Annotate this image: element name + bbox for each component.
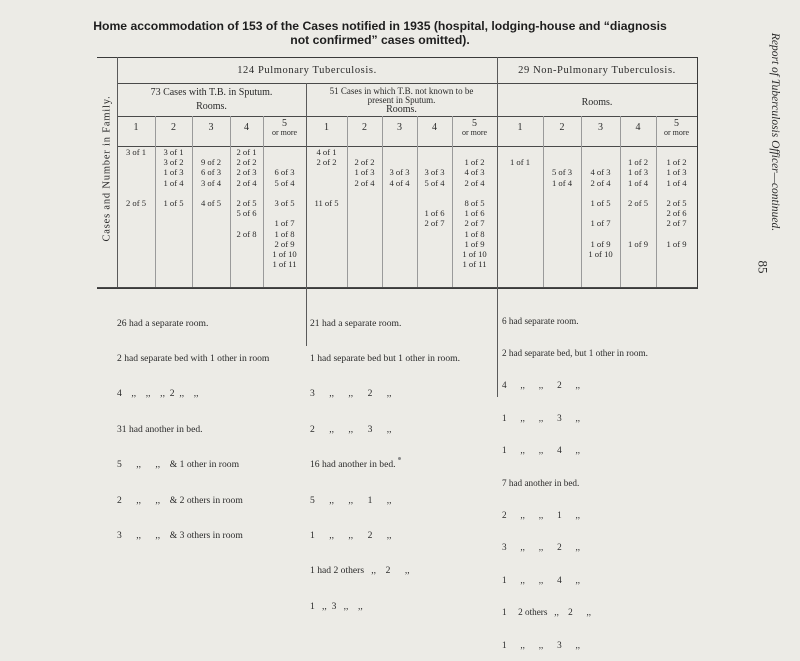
table-cell: 1 of 4 xyxy=(163,177,184,188)
table-cell xyxy=(497,188,543,198)
positive-col-5 xyxy=(263,147,306,269)
table-cell xyxy=(117,218,155,228)
table-cell xyxy=(192,249,230,259)
ink-speck xyxy=(398,457,401,460)
table-cell: 5 of 4 xyxy=(424,177,445,188)
col-header-5-more: or more xyxy=(271,128,298,137)
table-cell: 1 of 3 xyxy=(354,167,375,178)
table-cell xyxy=(543,188,581,198)
table-cell xyxy=(230,249,263,259)
positive-sputum-header xyxy=(117,88,306,112)
table-cell xyxy=(656,229,697,239)
table-cell: 1 of 10 xyxy=(272,249,297,260)
table-cell xyxy=(306,178,347,188)
table-cell xyxy=(117,239,155,249)
table-cell: 1 of 1 xyxy=(509,157,531,168)
table-cell xyxy=(417,229,452,239)
table-cell xyxy=(382,218,417,228)
table-cell xyxy=(620,208,656,218)
non-pulmonary-col-1 xyxy=(497,147,543,269)
table-cell xyxy=(230,259,263,269)
table-cell xyxy=(497,239,543,249)
positive-col-4 xyxy=(230,147,263,269)
table-cell xyxy=(117,188,155,198)
table-cell xyxy=(306,259,347,269)
table-cell xyxy=(347,218,382,228)
note-line: 1 ,, ,, 3 ,, xyxy=(502,639,581,650)
title-line-2: not confirmed” cases omitted). xyxy=(290,33,470,47)
table-cell xyxy=(382,249,417,259)
table-cell xyxy=(155,239,192,249)
table-cell xyxy=(347,208,382,218)
unknown-col-4 xyxy=(417,147,452,269)
table-cell: 2 of 4 xyxy=(590,177,611,188)
table-cell: 2 of 4 xyxy=(354,177,375,188)
table-cell: 6 of 3 xyxy=(200,167,222,178)
positive-sputum-line2: Rooms. xyxy=(196,101,227,112)
table-cell: 1 of 4 xyxy=(627,177,649,188)
col-header-1: 1 xyxy=(133,122,139,133)
note-line: 6 had separate room. xyxy=(502,315,579,326)
table-cell: 1 of 7 xyxy=(274,218,295,229)
table-cell: 4 of 1 xyxy=(316,147,337,157)
table-cell: 2 of 5 xyxy=(125,198,147,209)
unknown-col-3 xyxy=(382,147,417,269)
table-cell xyxy=(382,239,417,249)
col-header-5-number: 5 xyxy=(282,118,287,129)
table-cell xyxy=(452,147,497,157)
table-cell xyxy=(306,188,347,198)
table-cell: 2 of 4 xyxy=(464,177,485,188)
note-line: 1 2 others ,, 2 ,, xyxy=(502,607,592,618)
note-line: 3 ,, ,, & 3 others in room xyxy=(117,529,243,541)
table-cell xyxy=(306,229,347,239)
table-cell xyxy=(543,147,581,157)
table-cell xyxy=(117,208,155,218)
table-cell: 1 of 9 xyxy=(666,238,687,249)
table-cell xyxy=(230,239,263,249)
table-cell: 1 of 3 xyxy=(163,167,184,178)
table-cell xyxy=(306,208,347,218)
positive-col-2 xyxy=(155,147,192,269)
table-cell: 1 of 6 xyxy=(424,208,445,219)
col-header-5-more: or more xyxy=(461,128,488,137)
table-cell xyxy=(497,218,543,228)
table-cell xyxy=(497,208,543,218)
positive-col-3 xyxy=(192,147,230,269)
table-cell: 2 of 7 xyxy=(464,218,485,229)
table-cell xyxy=(497,167,543,177)
unknown-col-1 xyxy=(306,147,347,269)
page-number-text: 85 xyxy=(755,260,771,274)
table-cell xyxy=(192,188,230,198)
table-cell xyxy=(263,157,306,167)
col-header-2: 2 xyxy=(362,122,367,133)
table-cell xyxy=(117,167,155,177)
table-cell xyxy=(656,147,697,157)
note-line: 5 ,, ,, 1 ,, xyxy=(310,494,392,506)
table-cell xyxy=(497,198,543,208)
table-cell xyxy=(382,188,417,198)
table-cell xyxy=(543,249,581,259)
table-cell xyxy=(417,157,452,167)
note-line: 31 had another in bed. xyxy=(117,423,203,435)
table-cell: 2 of 5 xyxy=(236,198,257,209)
table-cell xyxy=(417,188,452,198)
table-cell xyxy=(192,218,230,228)
table-cell: 1 of 8 xyxy=(464,228,485,239)
col-header-1: 1 xyxy=(324,122,329,133)
table-cell: 1 of 9 xyxy=(590,238,611,249)
table-cell: 2 of 2 xyxy=(316,157,337,168)
table-cell xyxy=(497,178,543,188)
table-cell xyxy=(382,259,417,269)
non-pulmonary-col-2 xyxy=(543,147,581,269)
table-cell xyxy=(382,198,417,208)
note-line: 26 had a separate room. xyxy=(117,317,209,329)
table-cell: 2 of 2 xyxy=(354,157,375,168)
table-cell: 1 of 10 xyxy=(462,249,487,260)
table-cell xyxy=(452,188,497,198)
running-header-text: Report of Tuberculosis Officer—continued. xyxy=(769,32,781,232)
running-header xyxy=(760,8,786,268)
col-header-2: 2 xyxy=(171,122,176,133)
table-cell xyxy=(263,188,306,198)
unknown-sputum-line2: present in Sputum. xyxy=(367,95,436,105)
unknown-notes xyxy=(310,294,496,624)
table-cell xyxy=(155,249,192,259)
table-cell xyxy=(155,208,192,218)
table-cell xyxy=(581,229,620,239)
table-cell xyxy=(620,259,656,269)
table-cell xyxy=(620,229,656,239)
table-cell: 3 of 1 xyxy=(125,147,147,157)
table-cell: 4 of 3 xyxy=(464,167,485,178)
table-cell xyxy=(230,188,263,198)
table-cell: 2 of 4 xyxy=(236,177,257,188)
table-cell xyxy=(230,218,263,228)
table-cell xyxy=(263,208,306,218)
table-cell xyxy=(581,147,620,157)
table-cell xyxy=(155,218,192,228)
table-cell xyxy=(306,218,347,228)
table-cell xyxy=(192,259,230,269)
note-line: 5 ,, ,, & 1 other in room xyxy=(117,459,240,471)
table-cell: 2 of 5 xyxy=(666,198,687,209)
table-cell xyxy=(543,218,581,228)
table-cell: 2 of 1 xyxy=(236,147,257,157)
unknown-sputum-line3: Rooms. xyxy=(386,104,417,115)
title-line-1: Home accommodation of 153 of the Cases notified in 1935 (hospital, lodging-house and “diagnosis xyxy=(93,19,667,33)
note-line: 7 had another in bed. xyxy=(502,477,580,488)
note-line: 2 had separate bed with 1 other in room xyxy=(117,352,270,364)
note-line: 2 ,, ,, 3 ,, xyxy=(310,423,392,435)
table-cell: 3 of 2 xyxy=(163,157,184,168)
col-header-5 xyxy=(656,119,697,137)
side-label xyxy=(97,57,117,287)
table-cell xyxy=(581,208,620,218)
table-cell: 1 of 10 xyxy=(588,249,613,260)
table-cell xyxy=(382,229,417,239)
col-header-2: 2 xyxy=(559,122,565,133)
table-cell: 1 of 3 xyxy=(666,167,687,178)
table-cell xyxy=(581,157,620,167)
table-cell xyxy=(382,208,417,218)
table-cell xyxy=(497,147,543,157)
table-cell: 2 of 9 xyxy=(274,238,295,249)
table-cell xyxy=(347,198,382,208)
col-header-5 xyxy=(263,119,306,137)
col-header-4: 4 xyxy=(635,122,641,133)
table-cell: 4 of 5 xyxy=(200,198,222,209)
table-cell: 1 of 2 xyxy=(666,157,687,168)
note-line: 2 had separate bed, but 1 other in room. xyxy=(502,347,648,358)
table-cell: 1 of 5 xyxy=(163,198,184,209)
table-cell xyxy=(417,198,452,208)
table-cell xyxy=(117,229,155,239)
table-cell: 3 of 3 xyxy=(389,167,410,178)
table-cell: 6 of 3 xyxy=(274,167,295,178)
table-cell xyxy=(543,198,581,208)
table-cell: 3 of 1 xyxy=(163,147,184,157)
table-title xyxy=(60,19,700,47)
col-header-3: 3 xyxy=(208,122,214,133)
table-cell: 3 of 5 xyxy=(274,198,295,209)
table-cell xyxy=(543,208,581,218)
table-cell xyxy=(347,259,382,269)
table-cell: 5 of 6 xyxy=(236,208,257,219)
non-pulmonary-col-4 xyxy=(620,147,656,269)
non-pulmonary-col-3 xyxy=(581,147,620,269)
unknown-sputum-header xyxy=(306,87,497,114)
pulmonary-header: 124 Pulmonary Tuberculosis. xyxy=(237,65,377,76)
table-cell xyxy=(263,147,306,157)
table-cell xyxy=(155,188,192,198)
table-cell: 2 of 8 xyxy=(236,228,257,239)
table-cell: 1 of 9 xyxy=(464,238,485,249)
table-cell xyxy=(347,239,382,249)
unknown-col-2 xyxy=(347,147,382,269)
positive-notes xyxy=(117,294,303,554)
table-cell xyxy=(192,208,230,218)
table-cell xyxy=(581,259,620,269)
table-cell xyxy=(417,259,452,269)
non-pulmonary-col-5 xyxy=(656,147,697,269)
table-cell: 3 of 4 xyxy=(200,177,222,188)
col-header-4: 4 xyxy=(432,122,437,133)
table-cell xyxy=(417,249,452,259)
table-cell xyxy=(497,249,543,259)
table-cell: 1 of 11 xyxy=(462,259,487,270)
table-cell xyxy=(347,229,382,239)
note-line: 16 had another in bed. xyxy=(310,459,396,471)
table-cell xyxy=(656,249,697,259)
table-cell xyxy=(155,229,192,239)
note-line: 3 ,, ,, 2 ,, xyxy=(310,388,392,400)
note-line: 1 ,, ,, 4 ,, xyxy=(502,445,581,456)
table-cell: 11 of 5 xyxy=(314,198,339,209)
col-header-5 xyxy=(452,119,497,137)
table-cell xyxy=(656,259,697,269)
note-line: 1 ,, ,, 3 ,, xyxy=(502,412,581,423)
table-cell xyxy=(192,239,230,249)
table-cell xyxy=(192,147,230,157)
rule-rooms xyxy=(117,116,697,117)
rule-group xyxy=(117,83,697,84)
table-cell: 1 of 11 xyxy=(272,259,297,270)
table-cell xyxy=(543,239,581,249)
col-header-3: 3 xyxy=(598,122,603,133)
table-cell: 2 of 6 xyxy=(666,208,687,219)
table-cell xyxy=(347,188,382,198)
table-cell: 4 of 3 xyxy=(590,167,611,178)
non-pulmonary-notes xyxy=(502,294,692,661)
table-cell xyxy=(347,147,382,157)
note-line: 1 ,, ,, 2 ,, xyxy=(310,529,392,541)
positive-sputum-line1: 73 Cases with T.B. in Sputum. xyxy=(150,87,273,98)
table-cell xyxy=(306,167,347,177)
table-cell xyxy=(656,188,697,198)
table-cell xyxy=(543,229,581,239)
non-pulmonary-rooms: Rooms. xyxy=(581,97,613,108)
table-cell: 1 of 2 xyxy=(464,157,485,168)
table-cell xyxy=(306,249,347,259)
table-cell: 1 of 9 xyxy=(627,238,649,249)
note-line: 21 had a separate room. xyxy=(310,317,402,329)
table-cell: 2 of 5 xyxy=(627,198,649,209)
rule-bottom xyxy=(97,287,697,288)
positive-col-1 xyxy=(117,147,155,269)
note-line: 4 ,, ,, ,, 2 ,, ,, xyxy=(117,388,199,400)
table-cell: 1 of 4 xyxy=(666,177,687,188)
table-cell xyxy=(155,259,192,269)
table-cell: 1 of 6 xyxy=(464,208,485,219)
table-cell: 2 of 7 xyxy=(424,218,445,229)
table-cell xyxy=(497,259,543,269)
col-header-5-number: 5 xyxy=(472,118,477,129)
note-line: 3 ,, ,, 2 ,, xyxy=(502,542,581,553)
table-cell: 1 of 4 xyxy=(551,177,573,188)
table-cell xyxy=(497,229,543,239)
non-pulmonary-header: 29 Non-Pulmonary Tuberculosis. xyxy=(518,65,676,76)
table-cell xyxy=(543,157,581,167)
note-line: 4 ,, ,, 2 ,, xyxy=(502,380,581,391)
unknown-col-5 xyxy=(452,147,497,269)
table-cell: 4 of 4 xyxy=(389,177,410,188)
table-cell xyxy=(117,249,155,259)
note-line: 1 had 2 others ,, 2 ,, xyxy=(310,565,410,577)
table-cell xyxy=(620,188,656,198)
table-cell: 3 of 3 xyxy=(424,167,445,178)
table-cell xyxy=(417,147,452,157)
note-line: 2 ,, ,, & 2 others in room xyxy=(117,494,243,506)
table-cell xyxy=(620,218,656,228)
table-cell xyxy=(192,229,230,239)
note-line: 2 ,, ,, 1 ,, xyxy=(502,509,581,520)
col-header-3: 3 xyxy=(397,122,402,133)
table-cell: 2 of 3 xyxy=(236,167,257,178)
table-cell: 5 of 3 xyxy=(551,167,573,178)
table-cell xyxy=(306,239,347,249)
table-cell xyxy=(347,249,382,259)
table-cell xyxy=(117,157,155,167)
table-cell: 1 of 2 xyxy=(627,157,649,168)
table-cell xyxy=(117,178,155,188)
table-cell: 2 of 7 xyxy=(666,218,687,229)
table-cell: 1 of 5 xyxy=(590,198,611,209)
table-cell: 9 of 2 xyxy=(200,157,222,168)
table-cell xyxy=(382,147,417,157)
note-line: 1 ,, 3 ,, ,, xyxy=(310,600,363,612)
unknown-sputum-line1: 51 Cases in which T.B. not known to be xyxy=(329,86,474,96)
table-cell: 1 of 3 xyxy=(627,167,649,178)
note-line: 1 had separate bed but 1 other in room. xyxy=(310,352,460,364)
col-header-5-number: 5 xyxy=(674,118,679,129)
table-cell: 2 of 2 xyxy=(236,157,257,168)
col-header-5-more: or more xyxy=(663,128,690,137)
table-cell: 5 of 4 xyxy=(274,177,295,188)
col-header-4: 4 xyxy=(244,122,249,133)
note-line: 1 ,, ,, 4 ,, xyxy=(502,574,581,585)
table-cell xyxy=(620,147,656,157)
side-label-text: Cases and Number in Family. xyxy=(101,95,113,242)
table-cell xyxy=(543,259,581,269)
table-cell: 1 of 7 xyxy=(590,218,611,229)
table-cell xyxy=(382,157,417,167)
table-cell xyxy=(581,188,620,198)
table-cell xyxy=(417,239,452,249)
table-cell: 8 of 5 xyxy=(464,198,485,209)
table-cell xyxy=(620,249,656,259)
col-header-1: 1 xyxy=(517,122,523,133)
table-cell xyxy=(117,259,155,269)
table-cell: 1 of 8 xyxy=(274,228,295,239)
